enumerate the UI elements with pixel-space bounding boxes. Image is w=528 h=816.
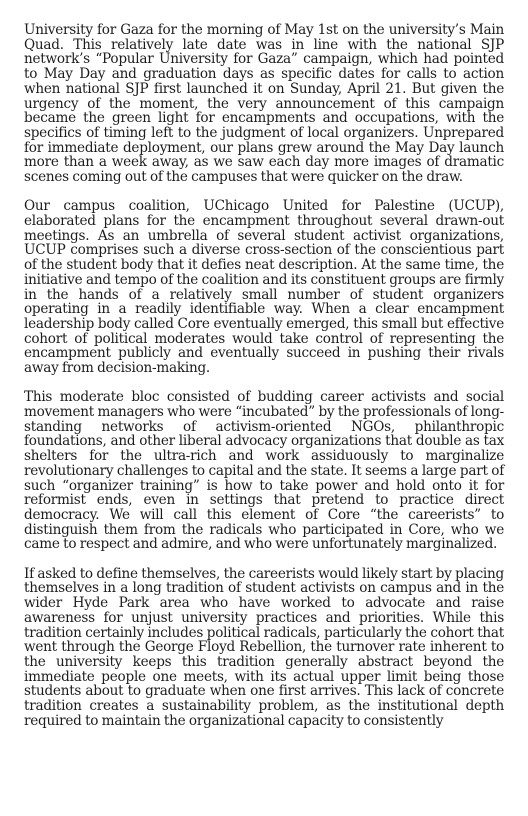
paragraph-1: University for Gaza for the morning of May 1st on the university’s Main Quad. This relatively late date was in line with the national SJP network’s “Popular University for Gaza” campaign, which had pointed to May Day and graduation days as specific dates for calls to action when national SJP first launched it on Sunday, April 21. But given the urgency of the moment, the very announcement of this campaign became the green light for encampments and occupations, with the specifics of timing left to the judgment of local organizers. Unprepared for immediate deployment, our plans grew around the May Day launch more than a week away, as we saw each day more images of dramatic scenes coming out of the campuses that were quicker on the draw. [24,22,504,186]
paragraph-3: This moderate bloc consisted of budding career activists and social movement managers who were “incubated” by the professionals of long-standing networks of activism-oriented NGOs, philanthropic foundations, and other liberal advocacy organizations that double as tax shelters for the ultra-rich and work assiduously to marginalize revolutionary challenges to capital and the state. It seems a large part of such “organizer training” is how to take power and hold onto it for reformist ends, even in settings that pretend to practice direct democracy. We will call this element of Core “the careerists” to distinguish them from the radicals who participated in Core, who we came to respect and admire, and who were unfortunately marginalized. [24,389,504,553]
paragraph-4: If asked to define themselves, the careerists would likely start by placing themselves in a long tradition of student activists on campus and in the wider Hyde Park area who have worked to advocate and raise awareness for unjust university practices and priorities. While this tradition certainly includes political radicals, particularly the cohort that went through the George Floyd Rebellion, the turnover rate inherent to the university keeps this tradition generally abstract beyond the immediate people one meets, with its actual upper limit being those students about to graduate when one first arrives. This lack of concrete tradition creates a sustainability problem, as the institutional depth required to maintain the organizational capacity to consistently [24,565,504,729]
paragraph-2: Our campus coalition, UChicago United for Palestine (UCUP), elaborated plans for the encampment throughout several drawn-out meetings. As an umbrella of several student activist organizations, UCUP comprises such a diverse cross-section of the conscientious part of the student body that it defies neat description. At the same time, the initiative and tempo of the coalition and its constituent groups are firmly in the hands of a relatively small number of student organizers operating in a readily identifiable way. When a clear encampment leadership body called Core eventually emerged, this small but effective cohort of political moderates would take control of representing the encampment publicly and eventually succeed in pushing their rivals away from decision-making. [24,198,504,377]
document-page [24,23,504,743]
